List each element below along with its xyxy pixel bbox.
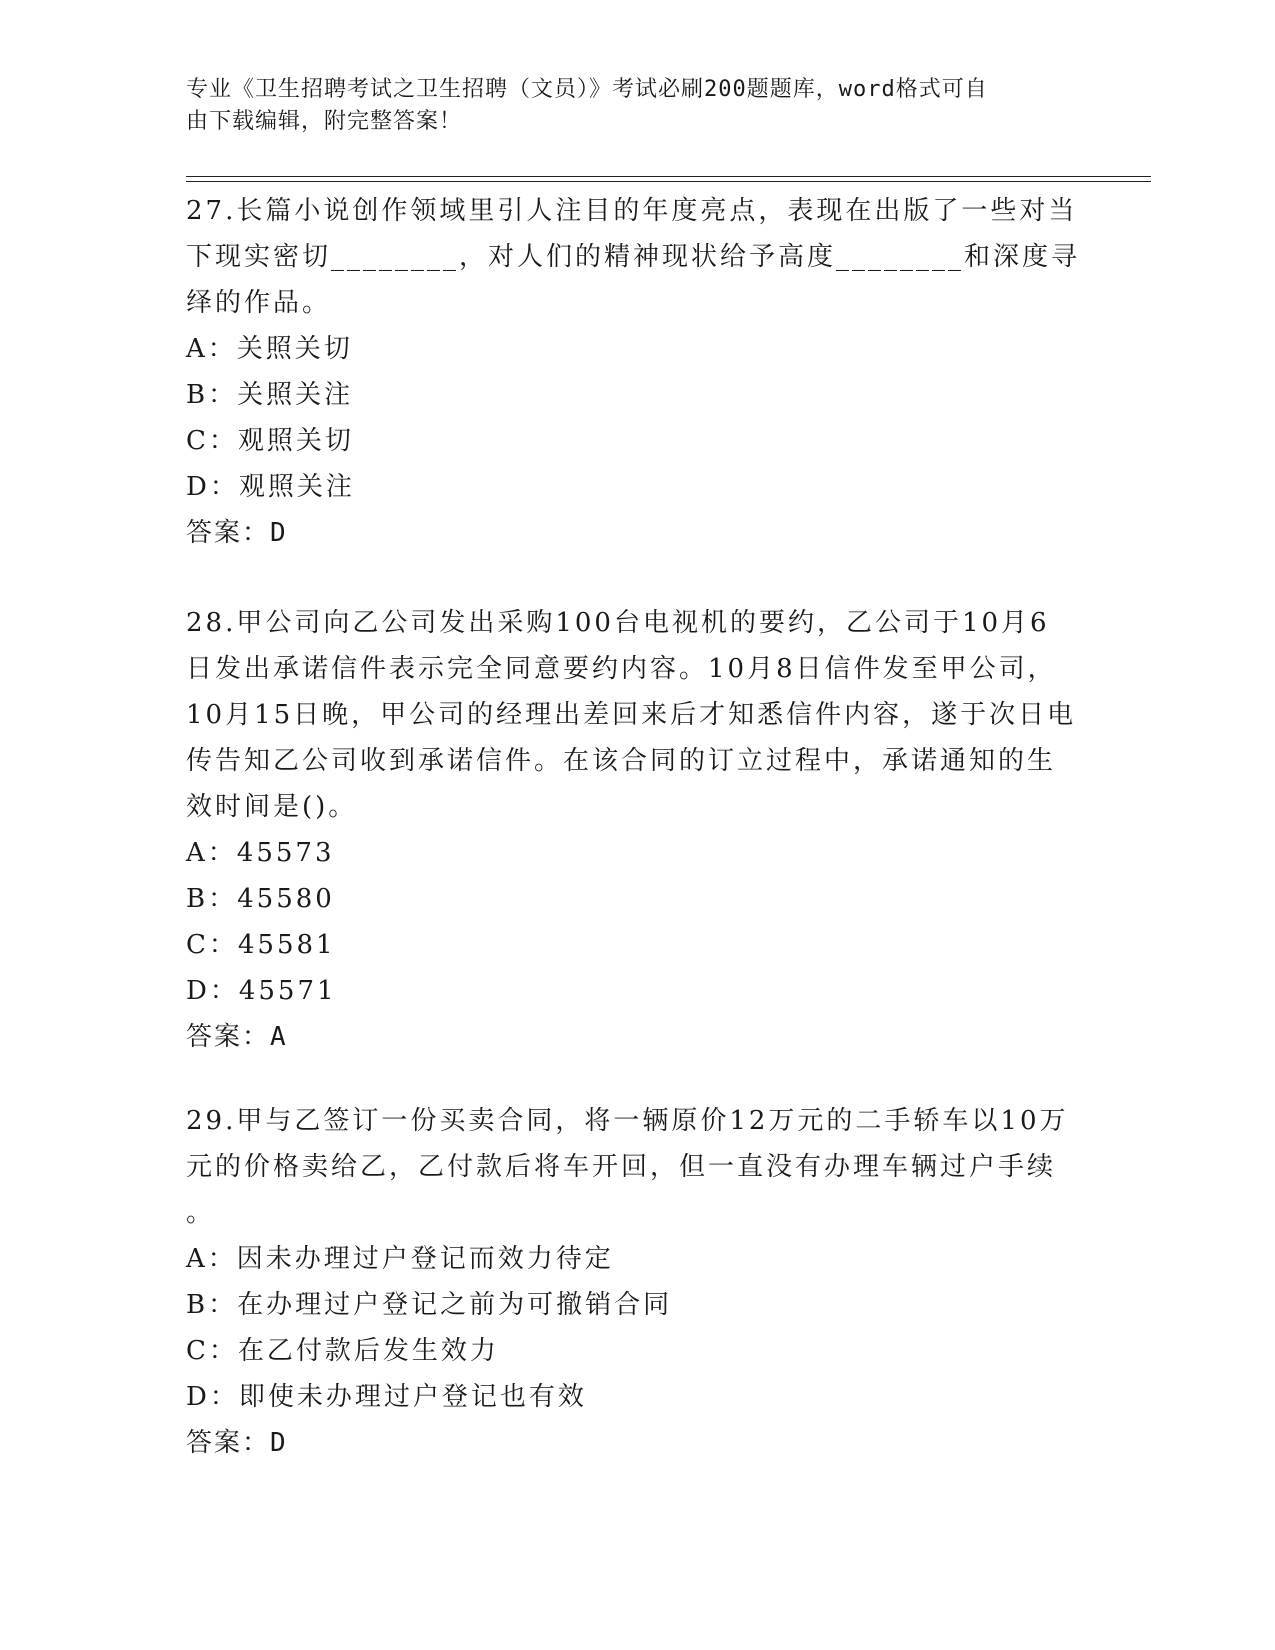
question-stem-line: 效时间是()。 bbox=[186, 792, 358, 822]
header-divider-top bbox=[186, 176, 1151, 177]
question-28 bbox=[186, 600, 1086, 1060]
option-c: C：在乙付款后发生效力 bbox=[186, 1336, 499, 1366]
answer-line: 答案：D bbox=[186, 1428, 288, 1458]
option-a: A：关照关切 bbox=[186, 334, 353, 364]
option-d: D：观照关注 bbox=[186, 472, 355, 502]
question-stem-line: 日发出承诺信件表示完全同意要约内容。10月8日信件发至甲公司， bbox=[186, 654, 1057, 684]
question-29 bbox=[186, 1098, 1086, 1466]
option-d: D：即使未办理过户登记也有效 bbox=[186, 1382, 587, 1412]
question-stem-line: 10月15日晚，甲公司的经理出差回来后才知悉信件内容，遂于次日电 bbox=[186, 700, 1077, 730]
question-stem-line: 传告知乙公司收到承诺信件。在该合同的订立过程中，承诺通知的生 bbox=[186, 746, 1057, 776]
question-stem-line: 27.长篇小说创作领域里引人注目的年度亮点，表现在出版了一些对当 bbox=[186, 196, 1078, 226]
option-b: B：关照关注 bbox=[186, 380, 354, 410]
option-c: C：45581 bbox=[186, 930, 336, 960]
document-header bbox=[186, 74, 1066, 138]
question-27 bbox=[186, 188, 1086, 556]
option-d: D：45571 bbox=[186, 976, 337, 1006]
answer-line: 答案：D bbox=[186, 518, 288, 548]
option-b: B：45580 bbox=[186, 884, 335, 914]
header-line-1: 专业《卫生招聘考试之卫生招聘（文员）》考试必刷200题题库，word格式可自 bbox=[186, 77, 988, 102]
option-a: A：因未办理过户登记而效力待定 bbox=[186, 1244, 614, 1274]
answer-line: 答案：A bbox=[186, 1022, 288, 1052]
question-stem-line: 绎的作品。 bbox=[186, 288, 332, 318]
header-divider-bottom bbox=[186, 181, 1151, 182]
option-c: C：观照关切 bbox=[186, 426, 354, 456]
question-stem-line: 元的价格卖给乙，乙付款后将车开回，但一直没有办理车辆过户手续 bbox=[186, 1152, 1057, 1182]
option-b: B：在办理过户登记之前为可撤销合同 bbox=[186, 1290, 673, 1320]
question-stem-line: 28.甲公司向乙公司发出采购100台电视机的要约，乙公司于10月6 bbox=[186, 608, 1050, 638]
question-stem-line: 29.甲与乙签订一份买卖合同，将一辆原价12万元的二手轿车以10万 bbox=[186, 1106, 1069, 1136]
header-line-2: 由下载编辑，附完整答案！ bbox=[186, 109, 463, 134]
question-stem-line: 下现实密切________，对人们的精神现状给予高度________和深度寻 bbox=[186, 242, 1081, 272]
question-stem-line: 。 bbox=[186, 1198, 216, 1228]
option-a: A：45573 bbox=[186, 838, 335, 868]
